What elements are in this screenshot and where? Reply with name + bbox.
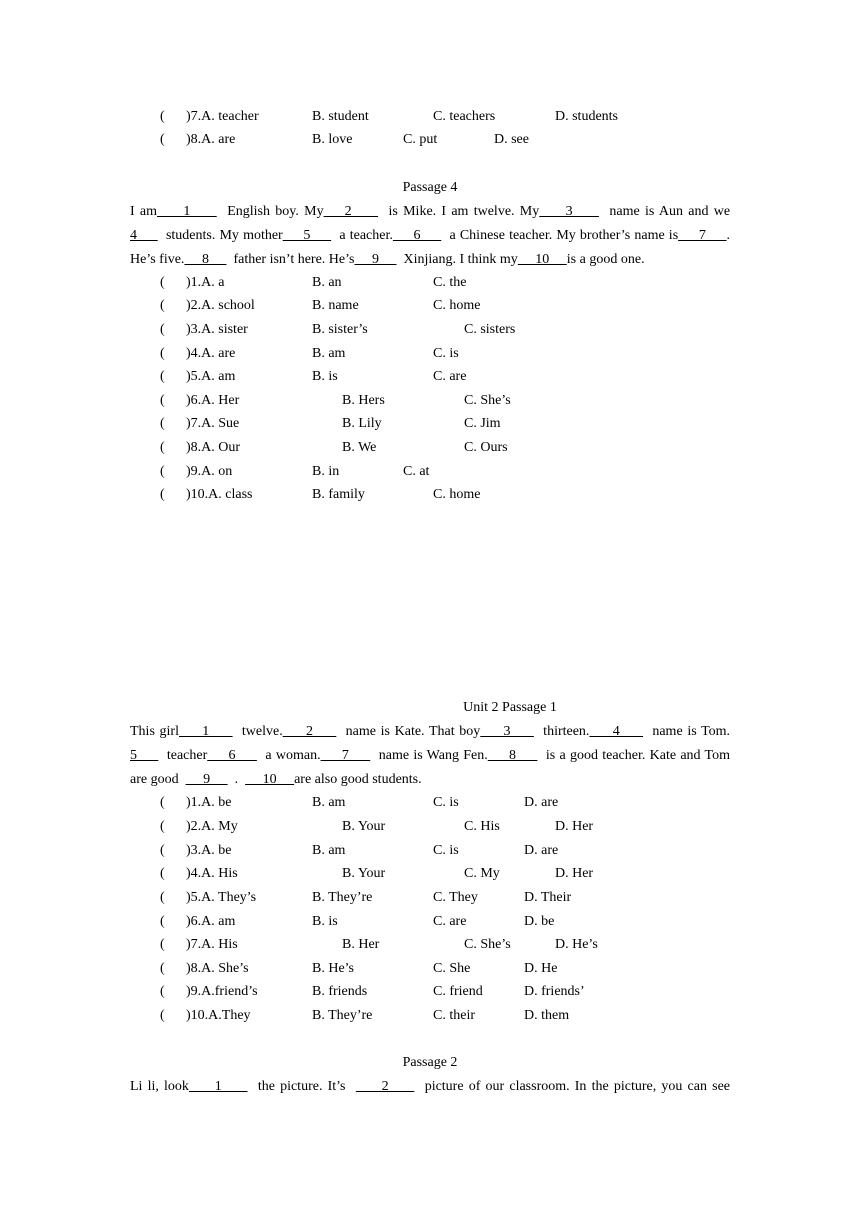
option-d: D. He (524, 961, 558, 976)
option-b: B. He’s (312, 961, 354, 976)
answer-paren: ( (160, 393, 165, 408)
answer-paren: ( (160, 1008, 165, 1023)
blank-1: 1 (188, 1079, 248, 1094)
option-b: B. am (312, 843, 346, 858)
question-option-a: )8.A. are (186, 132, 236, 147)
answer-paren: ( (160, 298, 165, 313)
option-c: C. home (433, 298, 481, 313)
option-c: C. is (433, 346, 459, 361)
text: Li li, look (130, 1079, 189, 1094)
option-b: B. is (312, 369, 338, 384)
option-d: D. them (524, 1008, 570, 1023)
question-option-a: )9.A.friend’s (186, 984, 258, 999)
option-d: D. friends’ (524, 984, 585, 999)
answer-paren: ( (160, 866, 165, 881)
passage-2-line-1 (130, 1078, 730, 1096)
option-b: B. They’re (312, 890, 373, 905)
unit-2-passage-1-line-3 (130, 771, 730, 789)
option-c: C. Jim (464, 416, 501, 431)
question-option-a: )8.A. She’s (186, 961, 249, 976)
option-b: B. am (312, 795, 346, 810)
question-option-a: )6.A. Her (186, 393, 240, 408)
blank-number: 4 (130, 228, 137, 243)
text: a woman. (256, 748, 321, 763)
text: This girl (130, 724, 179, 739)
question-option-a: )3.A. sister (186, 322, 248, 337)
text: the picture. It’s (247, 1079, 356, 1094)
answer-paren: ( (160, 819, 165, 834)
passage-4-line-3 (130, 251, 730, 269)
text: a Chinese teacher. My brother’s name is (441, 228, 679, 243)
option-b: B. They’re (312, 1008, 373, 1023)
option-d: D. are (524, 843, 559, 858)
question-option-a: )7.A. His (186, 937, 238, 952)
question-option-a: )10.A. class (186, 487, 253, 502)
blank-2: 2 (355, 1079, 415, 1094)
unit-2-passage-1-line-2 (130, 747, 730, 765)
option-b: B. Your (342, 819, 386, 834)
option-b: B. family (312, 487, 365, 502)
answer-paren: ( (160, 937, 165, 952)
text: English boy. My (216, 204, 324, 219)
option-c: C. friend (433, 984, 483, 999)
question-option-a: )5.A. am (186, 369, 236, 384)
option-c: C. Ours (464, 440, 508, 455)
blank-4: 4 (589, 724, 644, 739)
option-c: C. teachers (433, 109, 496, 124)
text: are also good students. (294, 772, 422, 787)
blank-7: 7 (678, 228, 727, 243)
blank-2: 2 (282, 724, 337, 739)
answer-paren: ( (160, 487, 165, 502)
text: is Mike. I am twelve. My (377, 204, 540, 219)
option-b: B. an (312, 275, 342, 290)
option-b: B. We (342, 440, 377, 455)
option-c: C. put (403, 132, 438, 147)
option-d: D. Their (524, 890, 572, 905)
passage-4-title: Passage 4 (402, 180, 458, 195)
option-b: B. student (312, 109, 369, 124)
question-option-a: )1.A. be (186, 795, 232, 810)
text: is a good teacher. Kate and Tom (537, 748, 731, 763)
option-c: C. She (433, 961, 471, 976)
answer-paren: ( (160, 961, 165, 976)
text: picture of our classroom. In the picture, you can see (414, 1079, 730, 1094)
blank-space (137, 228, 158, 243)
blank-5: 5 (282, 228, 332, 243)
text: . (726, 228, 731, 243)
option-c: C. at (403, 464, 430, 479)
option-c: C. is (433, 843, 459, 858)
blank-9: 9 (185, 772, 228, 787)
option-b: B. is (312, 914, 338, 929)
text: students. My mother (157, 228, 283, 243)
option-c: C. She’s (464, 937, 511, 952)
text: He’s five. (130, 252, 185, 267)
blank-3: 3 (480, 724, 534, 739)
option-d: D. are (524, 795, 559, 810)
option-c: C. My (464, 866, 500, 881)
blank-4 (130, 228, 158, 243)
text: thirteen. (533, 724, 590, 739)
option-b: B. sister’s (312, 322, 368, 337)
text: name is Wang Fen. (370, 748, 488, 763)
question-option-a: )4.A. are (186, 346, 236, 361)
option-b: B. am (312, 346, 346, 361)
answer-paren: ( (160, 914, 165, 929)
blank-6: 6 (207, 748, 257, 763)
option-c: C. His (464, 819, 500, 834)
answer-paren: ( (160, 275, 165, 290)
blank-8: 8 (487, 748, 538, 763)
answer-paren: ( (160, 322, 165, 337)
blank-10: 10 (245, 772, 295, 787)
question-option-a: )5.A. They’s (186, 890, 257, 905)
option-c: C. the (433, 275, 467, 290)
question-option-a: )2.A. school (186, 298, 255, 313)
text: a teacher. (331, 228, 393, 243)
blank-number: 5 (130, 748, 137, 763)
unit-2-passage-1-line-1 (130, 723, 730, 741)
answer-paren: ( (160, 795, 165, 810)
question-option-a: )2.A. My (186, 819, 238, 834)
question-option-a: )8.A. Our (186, 440, 241, 455)
question-option-a: )4.A. His (186, 866, 238, 881)
question-option-a: )1.A. a (186, 275, 225, 290)
blank-7: 7 (320, 748, 371, 763)
blank-space (137, 748, 158, 763)
text: twelve. (232, 724, 283, 739)
blank-8: 8 (184, 252, 227, 267)
blank-5 (130, 748, 158, 763)
option-c: C. is (433, 795, 459, 810)
option-c: C. are (433, 914, 467, 929)
answer-paren: ( (160, 109, 165, 124)
blank-6: 6 (392, 228, 442, 243)
option-d: D. Her (555, 819, 594, 834)
passage-2-title: Passage 2 (402, 1055, 458, 1070)
answer-paren: ( (160, 416, 165, 431)
answer-paren: ( (160, 843, 165, 858)
question-option-a: )7.A. Sue (186, 416, 240, 431)
passage-4-line-2 (130, 227, 730, 245)
option-b: B. Lily (342, 416, 382, 431)
text: name is Tom. (643, 724, 731, 739)
answer-paren: ( (160, 346, 165, 361)
option-c: C. She’s (464, 393, 511, 408)
option-d: D. He’s (555, 937, 598, 952)
option-c: C. home (433, 487, 481, 502)
text: name is Kate. That boy (336, 724, 481, 739)
option-d: D. Her (555, 866, 594, 881)
answer-paren: ( (160, 132, 165, 147)
blank-2: 2 (323, 204, 378, 219)
text: are good (130, 772, 186, 787)
option-b: B. name (312, 298, 359, 313)
answer-paren: ( (160, 890, 165, 905)
option-b: B. friends (312, 984, 368, 999)
answer-paren: ( (160, 369, 165, 384)
question-option-a: )6.A. am (186, 914, 236, 929)
option-b: B. in (312, 464, 340, 479)
blank-3: 3 (539, 204, 599, 219)
option-c: C. sisters (464, 322, 516, 337)
blank-10: 10 (517, 252, 567, 267)
option-b: B. Hers (342, 393, 385, 408)
passage-4-line-1 (130, 203, 730, 221)
option-b: B. Her (342, 937, 380, 952)
text: name is Aun and we (598, 204, 731, 219)
text: father isn’t here. He’s (226, 252, 355, 267)
text: is a good one. (566, 252, 645, 267)
text: I am (130, 204, 158, 219)
option-d: D. students (555, 109, 618, 124)
answer-paren: ( (160, 464, 165, 479)
answer-paren: ( (160, 984, 165, 999)
option-d: D. be (524, 914, 555, 929)
option-b: B. Your (342, 866, 386, 881)
blank-9: 9 (354, 252, 397, 267)
blank-1: 1 (157, 204, 217, 219)
answer-paren: ( (160, 440, 165, 455)
option-c: C. They (433, 890, 478, 905)
blank-1: 1 (179, 724, 233, 739)
text: teacher (158, 748, 208, 763)
question-option-a: )3.A. be (186, 843, 232, 858)
question-option-a: )10.A.They (186, 1008, 251, 1023)
unit-2-passage-1-title: Unit 2 Passage 1 (463, 700, 557, 715)
option-c: C. their (433, 1008, 475, 1023)
text: Xinjiang. I think my (396, 252, 518, 267)
question-option-a: )9.A. on (186, 464, 233, 479)
option-d: D. see (494, 132, 529, 147)
question-option-a: )7.A. teacher (186, 109, 259, 124)
option-c: C. are (433, 369, 467, 384)
text: . (227, 772, 246, 787)
option-b: B. love (312, 132, 353, 147)
